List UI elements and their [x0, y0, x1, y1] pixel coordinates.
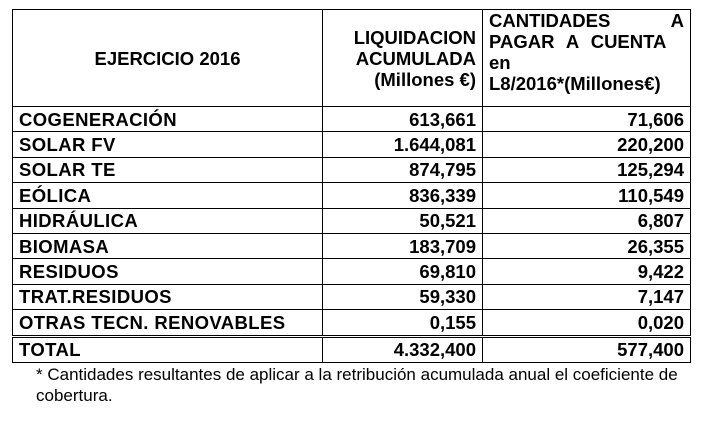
row-liquidacion: 1.644,081: [323, 132, 483, 157]
table-row: [13, 259, 691, 284]
header-liquidacion-line: LIQUIDACION: [353, 26, 476, 48]
row-name: TRAT.RESIDUOS: [13, 284, 323, 309]
row-liquidacion: 874,795: [323, 157, 483, 182]
header-cantidades-word: CANTIDADES: [489, 10, 611, 31]
header-ejercicio: EJERCICIO 2016: [13, 10, 323, 107]
row-cantidades: 6,807: [483, 208, 691, 233]
document: [12, 9, 690, 406]
table-row: [13, 132, 691, 157]
row-liquidacion: 613,661: [323, 107, 483, 132]
row-liquidacion: 183,709: [323, 233, 483, 258]
header-liquidacion-line: (Millones €): [374, 68, 476, 90]
header-cantidades: [483, 10, 691, 107]
total-row: [13, 336, 691, 362]
header-cantidades-line4: L8/2016*(Millones€): [489, 73, 661, 94]
row-cantidades: 71,606: [483, 107, 691, 132]
row-liquidacion: 50,521: [323, 208, 483, 233]
row-name: HIDRÁULICA: [13, 208, 323, 233]
header-liquidacion: [323, 10, 483, 107]
row-name: SOLAR TE: [13, 157, 323, 182]
footnote: * Cantidades resultantes de aplicar a la retribución acumulada anual el coeficiente de cobertura.: [36, 364, 678, 405]
table-row: [13, 107, 691, 132]
header-cantidades-line2: PAGAR A CUENTA: [489, 31, 667, 52]
header-liquidacion-line: ACUMULADA: [355, 47, 476, 69]
row-liquidacion: 836,339: [323, 183, 483, 208]
row-cantidades: 0,020: [483, 310, 691, 336]
table-row: [13, 284, 691, 309]
table-row: [13, 157, 691, 182]
row-name: COGENERACIÓN: [13, 107, 323, 132]
row-cantidades: 26,355: [483, 233, 691, 258]
liquidation-table: [12, 9, 691, 363]
total-liquidacion: 4.332,400: [323, 336, 483, 362]
row-cantidades: 7,147: [483, 284, 691, 309]
header-cantidades-line3: en: [489, 52, 511, 73]
row-name: BIOMASA: [13, 233, 323, 258]
row-name: SOLAR FV: [13, 132, 323, 157]
total-cantidades: 577,400: [483, 336, 691, 362]
table-row: [13, 310, 691, 336]
row-liquidacion: 0,155: [323, 310, 483, 336]
row-name: OTRAS TECN. RENOVABLES: [13, 310, 323, 336]
table-row: [13, 183, 691, 208]
table-row: [13, 208, 691, 233]
row-name: EÓLICA: [13, 183, 323, 208]
header-cantidades-word: A: [670, 10, 684, 31]
table-row: [13, 233, 691, 258]
total-name: TOTAL: [13, 336, 323, 362]
header-cantidades-line1: [489, 10, 684, 31]
row-liquidacion: 59,330: [323, 284, 483, 309]
row-cantidades: 220,200: [483, 132, 691, 157]
row-liquidacion: 69,810: [323, 259, 483, 284]
table-header-row: [13, 10, 691, 107]
row-cantidades: 110,549: [483, 183, 691, 208]
row-name: RESIDUOS: [13, 259, 323, 284]
row-cantidades: 9,422: [483, 259, 691, 284]
row-cantidades: 125,294: [483, 157, 691, 182]
